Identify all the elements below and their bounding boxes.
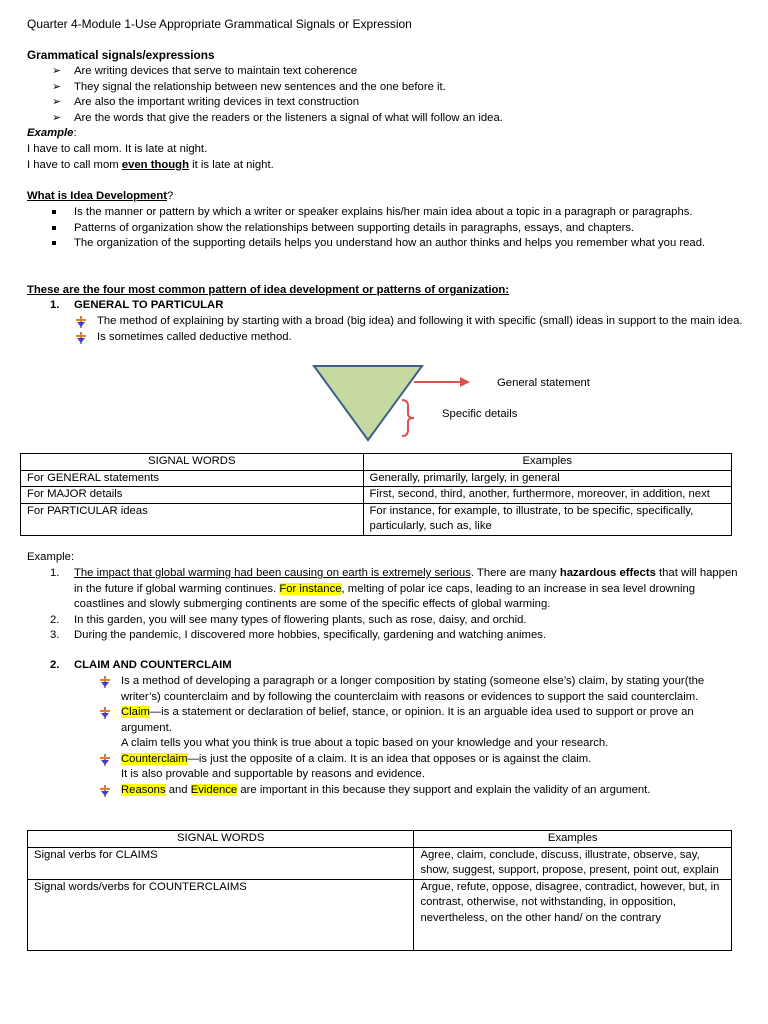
pattern-title: GENERAL TO PARTICULAR [74, 299, 224, 311]
pattern-title: CLAIM AND COUNTERCLAIM [74, 659, 232, 671]
highlighted-signal: For instance [279, 582, 342, 595]
list-item [97, 314, 762, 330]
point-text: and [165, 783, 191, 796]
four-patterns-heading: These are the four most common pattern of idea development or patterns of organization: [27, 284, 510, 296]
list-item [121, 705, 741, 752]
example-emphasis: even though [121, 159, 189, 171]
pushpin-icon [99, 707, 111, 719]
example-text: that will happen in the future if global warming continues. [74, 567, 738, 595]
example-text: , melting of polar ice caps, leading to an increase in sea level drowning coastlines and slowly submerging continents are some of the specific effects of global warming. [74, 582, 696, 610]
example-colon: : [73, 127, 77, 139]
point-text: The method of explaining by starting with a broad (big idea) and following it with specific (small) ideas in support to the main idea. [97, 315, 743, 327]
table-cell: Generally, primarily, largely, in general [363, 470, 731, 487]
pattern-2-heading [50, 658, 232, 674]
table-cell: First, second, third, another, furthermore, moreover, in addition, next [363, 487, 731, 504]
list-item [50, 628, 739, 644]
general-to-particular-diagram [310, 362, 480, 444]
table-cell: Argue, refute, oppose, disagree, contradict, however, but, in contrast, otherwise, not withstanding, in opposition, nevertheless, on the other hand/ on the contrary [414, 879, 732, 950]
table-cell: For PARTICULAR ideas [21, 503, 364, 535]
highlighted-term: Counterclaim [121, 752, 188, 765]
table-cell: Agree, claim, conclude, discuss, illustrate, observe, say, show, suggest, support, propose, present, point out, explain [414, 847, 732, 879]
pattern-1-points [97, 314, 762, 345]
example-label-line [27, 126, 77, 142]
list-item: Patterns of organization show the relationships between supporting details in paragraphs, essays, and chapters. [74, 221, 724, 237]
table-header: SIGNAL WORDS [28, 831, 414, 848]
list-item: ➢ Are writing devices that serve to maintain text coherence [74, 64, 503, 80]
list-item: ➢ Are the words that give the readers or the listeners a signal of what will follow an idea. [74, 111, 503, 127]
table-row [21, 487, 732, 504]
table-row [21, 503, 732, 535]
table-row [28, 847, 732, 879]
pushpin-icon [99, 676, 111, 688]
specific-details-label: Specific details [442, 408, 518, 420]
example-line-2 [27, 158, 274, 174]
heading-suffix: ? [167, 190, 174, 202]
point-text: A claim tells you what you think is true about a topic based on your knowledge and your research. [121, 737, 609, 749]
pushpin-icon [75, 332, 87, 344]
item-number: 2. [50, 613, 60, 626]
examples-label: Example: [27, 551, 75, 563]
examples-list [50, 566, 739, 644]
list-item: ➢ They signal the relationship between new sentences and the one before it. [74, 80, 503, 96]
signal-words-table-1 [20, 453, 732, 536]
pattern-number: 1. [50, 299, 60, 311]
list-item [121, 783, 741, 799]
pushpin-icon [99, 785, 111, 797]
item-number: 3. [50, 629, 60, 641]
table-cell: Signal words/verbs for COUNTERCLAIMS [28, 879, 414, 950]
inverted-triangle [314, 366, 422, 440]
point-text: Is a method of developing a paragraph or a longer composition by stating (someone else’s) claim, by stating your(the writer’s) counterclaim and by following the counterclaim with reasons or evidences to support the said counterclaim. [121, 675, 705, 703]
item-number: 1. [50, 567, 60, 579]
highlighted-term: Claim [121, 706, 150, 718]
example-emphasis: hazardous effects [559, 567, 656, 579]
example-label: Example [27, 127, 74, 139]
list-item: ➢ Are also the important writing devices in text construction [74, 95, 503, 111]
table-header: Examples [363, 454, 731, 471]
point-text: It is also provable and supportable by reasons and evidence. [121, 768, 425, 780]
table-cell: For MAJOR details [21, 487, 364, 504]
heading-text: What is Idea Development [27, 190, 167, 202]
table-row [21, 470, 732, 487]
grammatical-signals-list [74, 64, 503, 126]
page-title: Quarter 4-Module 1-Use Appropriate Grammatical Signals or Expression [27, 17, 412, 31]
point-text: are important in this because they support and explain the validity of an argument. [237, 783, 651, 796]
list-item: The organization of the supporting details helps you understand how an author thinks and helps you remember what you read. [74, 236, 724, 252]
table-header-row [28, 831, 732, 848]
table-row [28, 879, 732, 950]
list-item [121, 674, 741, 705]
example-line-1: I have to call mom. It is late at night. [27, 143, 208, 155]
example-topic-sentence: The impact that global warming had been causing on earth is extremely serious [74, 567, 471, 579]
pattern-2-points [121, 674, 741, 798]
table-header-row [21, 454, 732, 471]
highlighted-term: Reasons [121, 783, 166, 796]
example-text: During the pandemic, I discovered more hobbies, specifically, gardening and watching animes. [74, 629, 547, 641]
table-cell: Signal verbs for CLAIMS [28, 847, 414, 879]
example-text: In this garden, you will see many types of flowering plants, such as rose, daisy, and orchid. [74, 613, 527, 626]
list-item [50, 566, 739, 613]
list-item [50, 613, 739, 629]
highlighted-term: Evidence [190, 783, 238, 796]
general-arrow-head [460, 377, 470, 387]
table-cell: For GENERAL statements [21, 470, 364, 487]
signal-words-table-2 [27, 830, 732, 951]
list-item: Is the manner or pattern by which a writer or speaker explains his/her main idea about a topic in a paragraph or paragraphs. [74, 205, 724, 221]
example-text: it is late at night. [188, 159, 274, 171]
pushpin-icon [99, 754, 111, 766]
point-text: Is sometimes called deductive method. [97, 330, 292, 343]
example-text: I have to call mom [27, 159, 122, 171]
example-text: . There are many [470, 567, 560, 579]
section-heading-grammatical-signals: Grammatical signals/expressions [27, 48, 215, 62]
table-header: SIGNAL WORDS [21, 454, 364, 471]
list-item [97, 330, 762, 346]
pushpin-icon [75, 316, 87, 328]
point-text: —is just the opposite of a claim. It is an idea that opposes or is against the claim. [187, 752, 592, 765]
general-statement-label: General statement [497, 377, 590, 389]
point-text: —is a statement or declaration of belief, stance, or opinion. It is an arguable idea used to support or prove an argument. [121, 706, 694, 734]
idea-development-list [74, 205, 724, 252]
table-cell: For instance, for example, to illustrate, to be specific, specifically, particularly, such as, like [363, 503, 731, 535]
idea-development-heading [27, 189, 173, 205]
list-item [121, 752, 741, 783]
table-header: Examples [414, 831, 732, 848]
pattern-number: 2. [50, 659, 60, 671]
pattern-1-heading [50, 298, 224, 314]
specific-brace [402, 400, 414, 436]
